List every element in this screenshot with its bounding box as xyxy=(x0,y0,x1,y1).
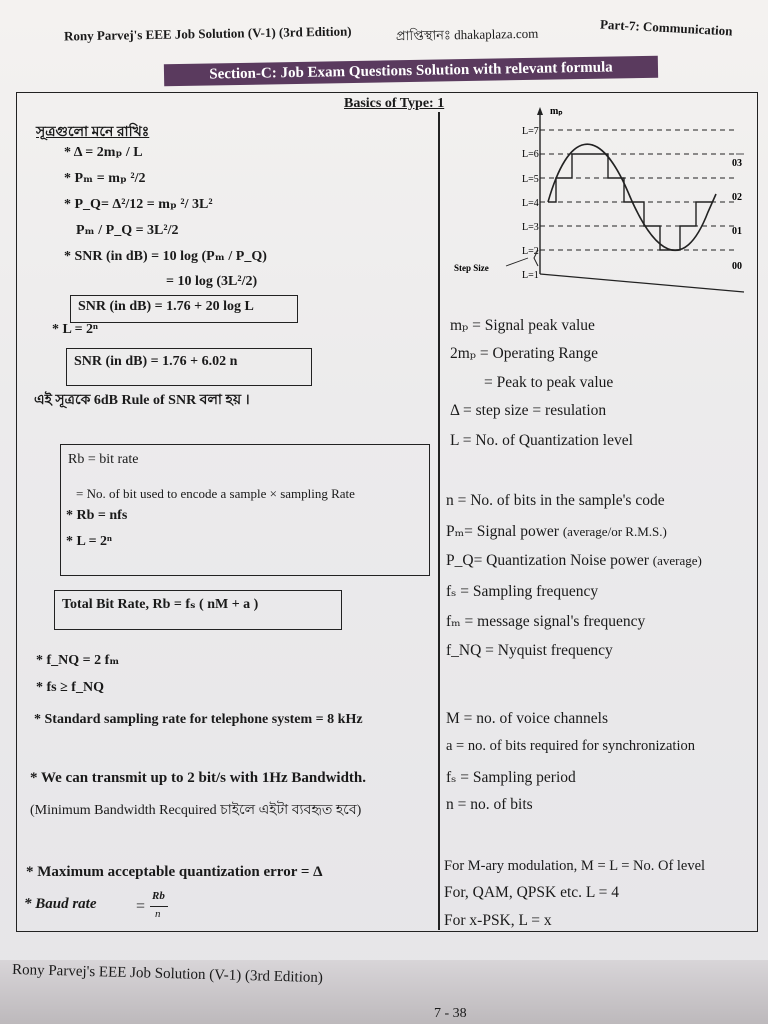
level-label-2: L=2 xyxy=(522,246,539,257)
header-source: প্রাপ্তিস্থানঃ dhakaplaza.com xyxy=(395,25,539,44)
level-label-1: L=1 xyxy=(522,270,539,281)
sampling-condition: * fs ≥ f_NQ xyxy=(36,680,104,695)
mp-label: mₚ xyxy=(550,106,563,117)
formula-levels: * L = 2ⁿ xyxy=(52,322,98,337)
baud-rate-label: * Baud rate xyxy=(24,896,97,912)
section-title-bar: Section-C: Job Exam Questions Solution with relevant formula xyxy=(164,56,658,87)
code-03: 03 xyxy=(732,158,742,169)
code-01: 01 xyxy=(732,226,742,237)
baud-fraction-bar xyxy=(150,906,168,907)
def-signal-power-label: Pₘ= Signal power xyxy=(446,523,559,540)
snr-formula-6n: SNR (in dB) = 1.76 + 6.02 n xyxy=(74,354,238,369)
def-step-size: Δ = step size = resulation xyxy=(450,402,607,419)
bit-rate-def: Rb = bit rate xyxy=(68,452,139,467)
level-label-4: L=4 xyxy=(522,198,539,209)
level-label-7: L=7 xyxy=(522,126,539,137)
xpsk-levels: For x-PSK, L = x xyxy=(444,912,552,929)
qam-qpsk-levels: For, QAM, QPSK etc. L = 4 xyxy=(444,884,620,901)
formula-step-size: * Δ = 2mₚ / L xyxy=(64,145,143,160)
def-bits: n = No. of bits in the sample's code xyxy=(446,492,665,509)
formula-snr-log: * SNR (in dB) = 10 log (Pₘ / P_Q) xyxy=(64,249,267,264)
baud-rate-denominator: n xyxy=(155,908,161,920)
analog-signal-curve xyxy=(548,144,716,250)
def-voice-channels: M = no. of voice channels xyxy=(446,710,608,727)
page-number: 7 - 38 xyxy=(434,1006,467,1021)
level-label-3: L=3 xyxy=(522,222,539,233)
quantization-graph xyxy=(448,102,758,302)
telephone-sampling-rate: * Standard sampling rate for telephone system = 8 kHz xyxy=(34,712,363,727)
x-axis xyxy=(540,274,744,292)
formula-signal-power: * Pₘ = mₚ ²/2 xyxy=(64,171,146,186)
def-noise-power-label: P_Q= Quantization Noise power xyxy=(446,552,649,569)
column-divider xyxy=(438,112,440,930)
def-sampling-frequency: fₛ = Sampling frequency xyxy=(446,583,599,600)
step-size-label: Step Size xyxy=(454,263,489,273)
mary-modulation: For M-ary modulation, M = L = No. Of level xyxy=(444,858,706,874)
baud-rate-equals: = xyxy=(136,898,146,915)
def-sync-bits: a = no. of bits required for synchronization xyxy=(446,738,695,754)
six-db-rule: এই সূত্রকে 6dB Rule of SNR বলা হয় । xyxy=(34,393,250,408)
def-nyquist: f_NQ = Nyquist frequency xyxy=(446,642,613,659)
remember-heading: সূত্রগুলো মনে রাখিঃ xyxy=(36,125,150,140)
snr-formula-20logL: SNR (in dB) = 1.76 + 20 log L xyxy=(78,299,254,314)
formula-snr-log-2: = 10 log (3L²/2) xyxy=(166,274,258,289)
def-levels: L = No. of Quantization level xyxy=(450,432,633,449)
header-part: Part-7: Communication xyxy=(599,16,733,39)
bit-rate-levels: * L = 2ⁿ xyxy=(66,534,112,549)
bandwidth-note: (Minimum Bandwidth Recquired চাইলে এইটা ব্যবহৃত হবে) xyxy=(30,803,362,818)
step-size-arrow xyxy=(506,258,528,266)
formula-noise-power: * P_Q= Δ²/12 = mₚ ²/ 3L² xyxy=(64,197,213,212)
footer-book-title: Rony Parvej's EEE Job Solution (V-1) (3rd Edition) xyxy=(11,961,324,987)
code-02: 02 xyxy=(732,192,742,203)
baud-rate-numerator: Rb xyxy=(152,890,165,902)
def-peak-to-peak: = Peak to peak value xyxy=(484,374,614,391)
level-label-6: L=6 xyxy=(522,149,539,160)
def-mp: mₚ = Signal peak value xyxy=(450,317,595,334)
def-no-of-bits: n = no. of bits xyxy=(446,796,533,813)
def-message-frequency: fₘ = message signal's frequency xyxy=(446,613,646,630)
level-label-5: L=5 xyxy=(522,174,539,185)
def-noise-power xyxy=(446,552,702,570)
bit-rate-formula: * Rb = nfs xyxy=(66,508,128,523)
def-sampling-period: fₛ = Sampling period xyxy=(446,769,576,786)
def-signal-power xyxy=(446,522,667,541)
bit-rate-explain: = No. of bit used to encode a sample × sampling Rate xyxy=(76,486,355,501)
formula-power-ratio: Pₘ / P_Q = 3L²/2 xyxy=(76,223,179,238)
level-gridlines xyxy=(540,130,738,250)
basics-title: Basics of Type: 1 xyxy=(344,96,445,111)
y-axis-arrow xyxy=(537,107,543,115)
def-signal-power-note: (average/or R.M.S.) xyxy=(562,524,667,539)
nyquist-formula: * f_NQ = 2 fₘ xyxy=(36,653,120,668)
def-noise-power-note: (average) xyxy=(652,553,702,568)
total-bit-rate: Total Bit Rate, Rb = fₛ ( nM + a ) xyxy=(62,597,259,612)
def-operating-range: 2mₚ = Operating Range xyxy=(450,345,598,362)
code-00: 00 xyxy=(732,261,742,272)
header-book-title: Rony Parvej's EEE Job Solution (V-1) (3rd Edition) xyxy=(63,23,352,44)
level-labels xyxy=(522,126,539,281)
max-quantization-error: * Maximum acceptable quantization error = Δ xyxy=(26,864,323,880)
bandwidth-rule: * We can transmit up to 2 bit/s with 1Hz Bandwidth. xyxy=(30,770,367,786)
